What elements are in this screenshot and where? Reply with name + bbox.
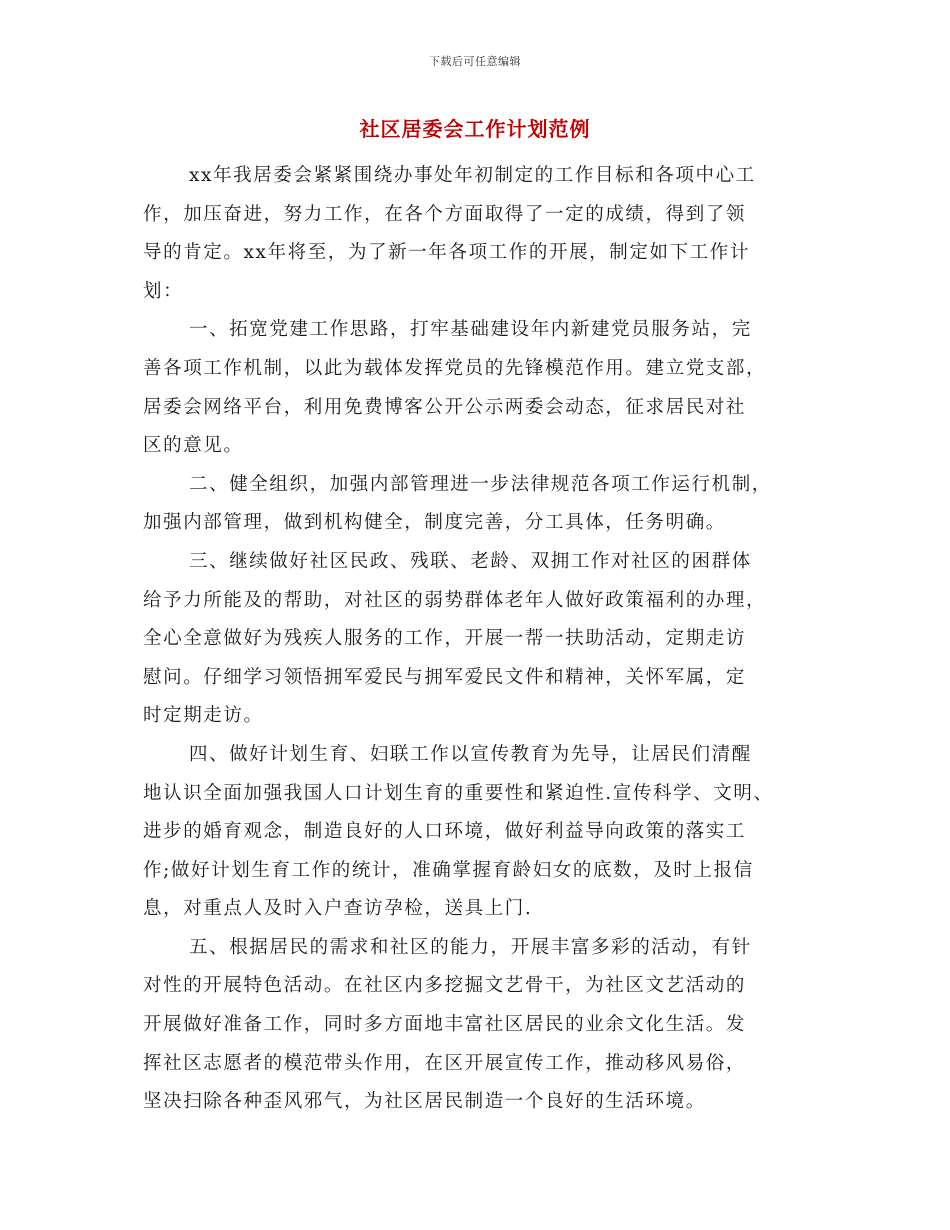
header-note: 下载后可任意编辑 bbox=[429, 55, 521, 68]
paragraph-line: 对性的开展特色活动。在社区内多挖掘文艺骨干，为社区文艺活动的 bbox=[143, 975, 747, 997]
paragraph-line: xx年我居委会紧紧围绕办事处年初制定的工作目标和各项中心工 bbox=[189, 165, 756, 186]
paragraph-line: 作;做好计划生育工作的统计，准确掌握育龄妇女的底数，及时上报信 bbox=[143, 859, 754, 881]
paragraph-line: 区的意见。 bbox=[143, 435, 244, 457]
paragraph-line: 慰问。仔细学习领悟拥军爱民与拥军爱民文件和精神，关怀军属，定 bbox=[143, 666, 747, 688]
paragraph-line: 二、健全组织，加强内部管理进一步法律规范各项工作运行机制， bbox=[189, 473, 772, 495]
paragraph-line: 善各项工作机制，以此为载体发挥党员的先锋模范作用。建立党支部， bbox=[143, 357, 767, 379]
paragraph-party-building bbox=[143, 311, 803, 465]
paragraph-family-planning bbox=[143, 736, 803, 929]
paragraph-line: 时定期走访。 bbox=[143, 705, 264, 727]
paragraph-line: 全心全意做好为残疾人服务的工作，开展一帮一扶助活动，定期走访 bbox=[143, 628, 747, 650]
paragraph-line: 作，加压奋进，努力工作，在各个方面取得了一定的成绩，得到了领 bbox=[143, 203, 747, 225]
document-body bbox=[143, 157, 803, 1122]
paragraph-line: 一、拓宽党建工作思路，打牢基础建设年内新建党员服务站，完 bbox=[189, 319, 752, 341]
paragraph-line: 挥社区志愿者的模范带头作用，在区开展宣传工作，推动移风易俗， bbox=[143, 1052, 747, 1074]
document-title: 社区居委会工作计划范例 bbox=[359, 117, 591, 141]
paragraph-line: 坚决扫除各种歪风邪气，为社区居民制造一个良好的生活环境。 bbox=[143, 1091, 706, 1113]
paragraph-line: 地认识全面加强我国人口计划生育的重要性和紧迫性.宣传科学、文明、 bbox=[143, 782, 774, 804]
paragraph-line: 三、继续做好社区民政、残联、老龄、双拥工作对社区的困群体 bbox=[189, 550, 752, 572]
paragraph-organization bbox=[143, 466, 803, 543]
paragraph-line: 开展做好准备工作，同时多方面地丰富社区居民的业余文化生活。发 bbox=[143, 1014, 747, 1036]
paragraph-line: 五、根据居民的需求和社区的能力，开展丰富多彩的活动，有针 bbox=[189, 936, 752, 958]
paragraph-intro bbox=[143, 157, 803, 311]
paragraph-line: 加强内部管理，做到机构健全，制度完善，分工具体，任务明确。 bbox=[143, 512, 726, 534]
paragraph-line: 给予力所能及的帮助，对社区的弱势群体老年人做好政策福利的办理， bbox=[143, 589, 767, 611]
paragraph-line: 居委会网络平台，利用免费博客公开公示两委会动态，征求居民对社 bbox=[143, 396, 747, 418]
paragraph-line: 四、做好计划生育、妇联工作以宣传教育为先导，让居民们清醒 bbox=[189, 743, 752, 765]
paragraph-line: 导的肯定。xx年将至，为了新一年各项工作的开展，制定如下工作计 bbox=[143, 242, 750, 264]
paragraph-line: 息，对重点人及时入户查访孕检，送具上门. bbox=[143, 898, 533, 920]
paragraph-line: 进步的婚育观念，制造良好的人口环境，做好利益导向政策的落实工 bbox=[143, 821, 747, 843]
paragraph-activities bbox=[143, 929, 803, 1122]
paragraph-line: 划： bbox=[143, 280, 184, 302]
paragraph-civil-affairs bbox=[143, 543, 803, 736]
